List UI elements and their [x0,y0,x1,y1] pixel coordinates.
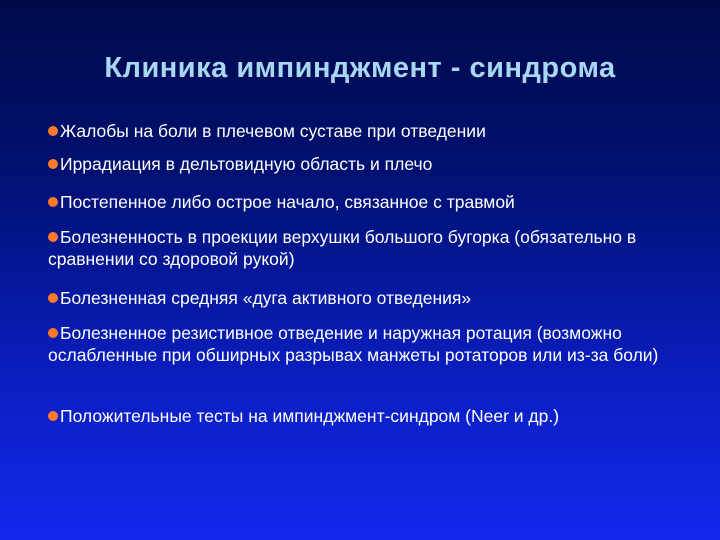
list-item [48,120,688,142]
list-item [48,153,688,175]
bullet-dot-icon [48,293,58,303]
list-item-text: Болезненная средняя «дуга активного отведения» [60,288,472,308]
bullet-dot-icon [48,126,58,136]
list-item [48,226,688,270]
bullet-dot-icon [48,411,58,421]
list-item [48,405,688,427]
list-item-text: Жалобы на боли в плечевом суставе при отведении [60,121,486,141]
bullet-dot-icon [48,197,58,207]
list-item-text: Постепенное либо острое начало, связанное с травмой [60,192,515,212]
list-item [48,322,688,366]
list-item-text: Болезненное резистивное отведение и наружная ротация (возможно ослабленные при обширных разрывах манжеты ротаторов или из-за боли) [48,323,659,365]
list-item-text: Болезненность в проекции верхушки большого бугорка (обязательно в сравнении со здоровой рукой) [48,227,637,269]
bullet-dot-icon [48,159,58,169]
list-item-text: Иррадиация в дельтовидную область и плечо [60,154,433,174]
list-item [48,287,688,309]
bullet-dot-icon [48,232,58,242]
bullet-dot-icon [48,328,58,338]
slide-title: Клиника импинджмент - синдрома [104,52,616,84]
list-item [48,191,688,213]
list-item-text: Положительные тесты на импинджмент-синдром (Neer и др.) [60,406,560,426]
